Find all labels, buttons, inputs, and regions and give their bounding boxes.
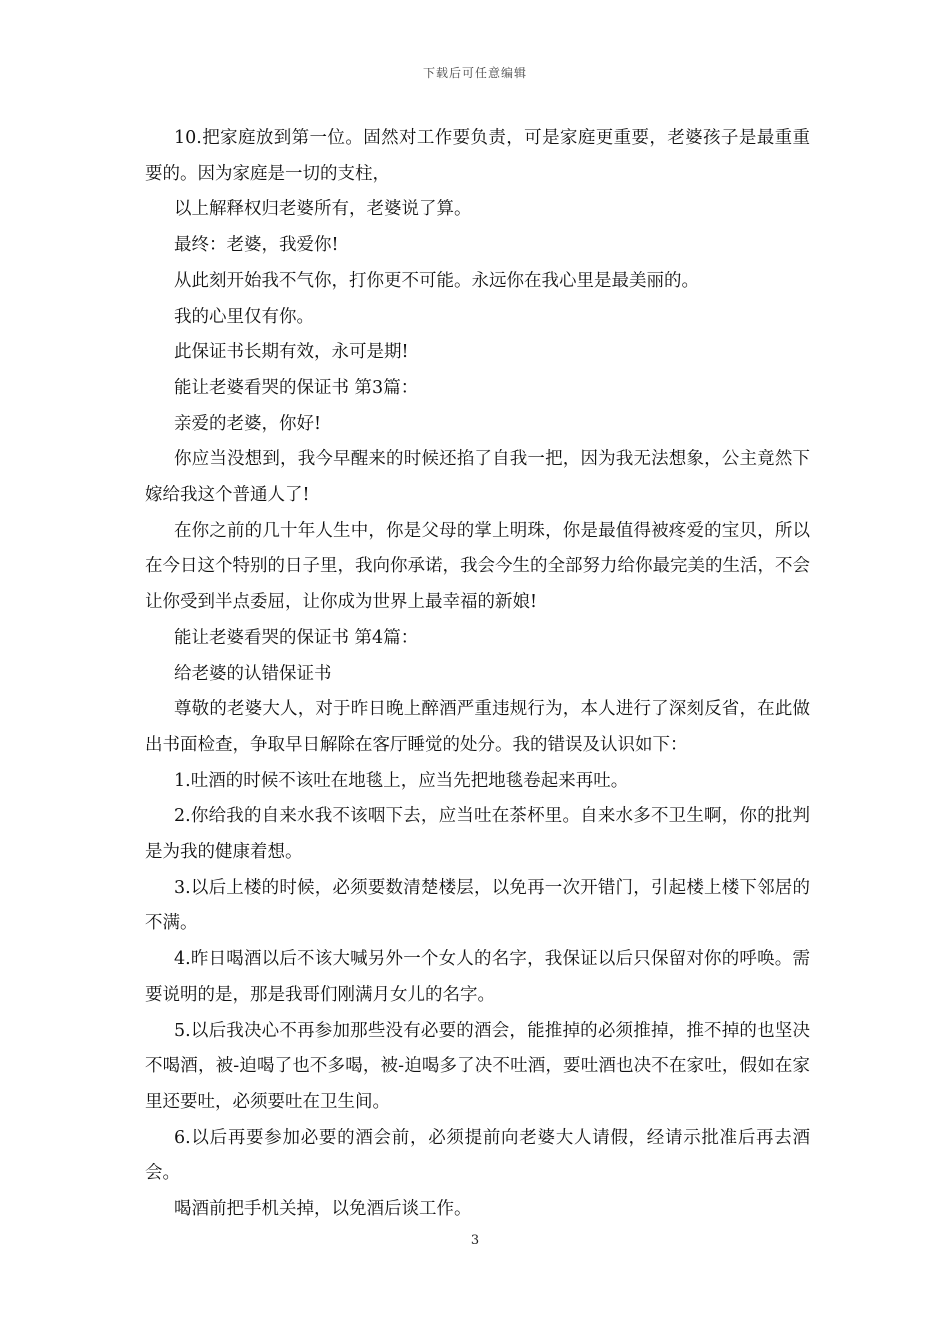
document-body: [145, 121, 810, 1228]
paragraph: 最终：老婆，我爱你!: [174, 235, 339, 256]
page-number: 3: [470, 1233, 480, 1248]
paragraph: 亲爱的老婆，你好!: [174, 413, 322, 434]
list-item: 4.昨日喝酒以后不该大喊另外一个女人的名字，我保证以后只保留对你的呼唤。需要说明的是，那是我哥们刚满月女儿的名字。: [145, 949, 810, 1005]
section-heading: 能让老婆看哭的保证书 第4篇：: [174, 627, 419, 648]
paragraph: 10.把家庭放到第一位。固然对工作要负责，可是家庭更重要，老婆孩子是最重重要的。因为家庭是一切的支柱，: [145, 128, 810, 184]
paragraph: 你应当没想到，我今早醒来的时候还掐了自我一把，因为我无法想象，公主竟然下嫁给我这个普通人了!: [145, 449, 810, 506]
paragraph: 我的心里仅有你。: [174, 306, 314, 327]
paragraph: 尊敬的老婆大人，对于昨日晚上醉酒严重违规行为，本人进行了深刻反省，在此做出书面检查，争取早日解除在客厅睡觉的处分。我的错误及认识如下：: [145, 699, 810, 755]
list-item: 3.以后上楼的时候，必须要数清楚楼层，以免再一次开错门，引起楼上楼下邻居的不满。: [145, 877, 810, 934]
paragraph: 从此刻开始我不气你，打你更不可能。永远你在我心里是最美丽的。: [174, 270, 699, 291]
list-item: 5.以后我决心不再参加那些没有必要的酒会，能推掉的必须推掉，推不掉的也坚决不喝酒，被-迫喝了也不多喝，被-迫喝多了决不吐酒，要吐酒也决不在家吐，假如在家里还要吐，必须要吐在卫生间。: [145, 1020, 810, 1112]
paragraph: 以上解释权归老婆所有，老婆说了算。: [174, 199, 472, 220]
list-item: 2.你给我的自来水我不该咽下去，应当吐在茶杯里。自来水多不卫生啊，你的批判是为我的健康着想。: [145, 806, 810, 863]
section-heading: 能让老婆看哭的保证书 第3篇：: [174, 377, 419, 398]
paragraph: 喝酒前把手机关掉，以免酒后谈工作。: [174, 1199, 472, 1220]
list-item: 1.吐酒的时候不该吐在地毯上，应当先把地毯卷起来再吐。: [174, 770, 629, 791]
page-header: 下载后可任意编辑: [422, 66, 527, 80]
paragraph: 给老婆的认错保证书: [174, 663, 332, 684]
list-item: 6.以后再要参加必要的酒会前，必须提前向老婆大人请假，经请示批准后再去酒会。: [145, 1127, 810, 1184]
paragraph: 在你之前的几十年人生中，你是父母的掌上明珠，你是最值得被疼爱的宝贝，所以在今日这个特别的日子里，我向你承诺，我会今生的全部努力给你最完美的生活，不会让你受到半点委屈，让你成为世界上最幸福的新娘!: [145, 520, 810, 613]
paragraph: 此保证书长期有效，永可是期!: [174, 342, 409, 363]
